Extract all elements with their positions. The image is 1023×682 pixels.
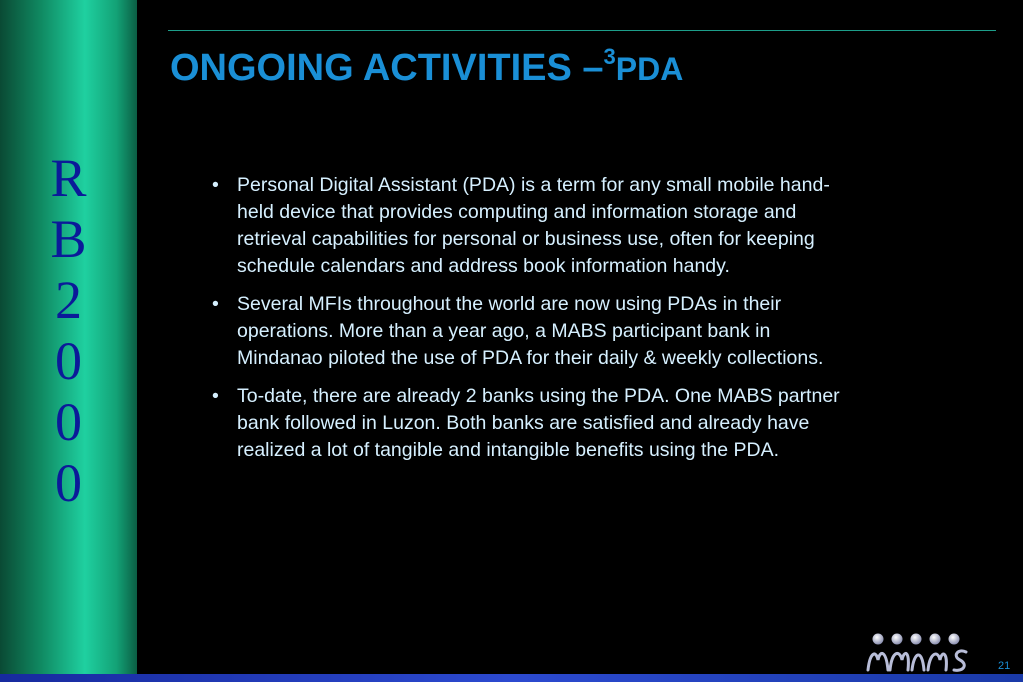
- sidebar-panel: [0, 0, 137, 674]
- bullet-list: [212, 172, 852, 475]
- bullet-item: [212, 172, 852, 280]
- sidebar-letter: 2: [55, 270, 82, 330]
- page-number: 21: [998, 660, 1011, 672]
- slide-title: [170, 44, 683, 90]
- sidebar-letter: R: [50, 148, 87, 208]
- sidebar-letter: 0: [55, 392, 82, 452]
- mabs-logo-icon: [862, 630, 982, 674]
- sidebar-vertical-text: [0, 148, 137, 514]
- sidebar-letter: 0: [55, 453, 82, 513]
- title-superscript: 3: [603, 44, 616, 69]
- bullet-item: [212, 291, 852, 372]
- sidebar-letter: 0: [55, 331, 82, 391]
- bullet-dot: •: [212, 293, 219, 315]
- title-tail-text: PDA: [615, 51, 684, 87]
- title-divider-line: [168, 30, 996, 31]
- title-main-text: ONGOING ACTIVITIES –: [170, 47, 604, 89]
- bullet-text: Several MFIs throughout the world are now using PDAs in their operations. More than a year ago, a MABS participant bank in Mindanao piloted the use of PDA for their daily & weekly collections.: [237, 293, 824, 369]
- bottom-bar: [0, 674, 1023, 682]
- bullet-dot: •: [212, 385, 219, 407]
- bullet-text: Personal Digital Assistant (PDA) is a term for any small mobile hand-held device that provides computing and information storage and retrieval capabilities for personal or business use, often for keeping schedule calendars and address book information handy.: [237, 174, 830, 277]
- bullet-item: [212, 383, 852, 464]
- bullet-dot: •: [212, 174, 219, 196]
- sidebar-letter: B: [50, 209, 87, 269]
- bullet-text: To-date, there are already 2 banks using the PDA. One MABS partner bank followed in Luzon. Both banks are satisfied and already have realized a lot of tangible and intangible benefits using the PDA.: [237, 385, 840, 461]
